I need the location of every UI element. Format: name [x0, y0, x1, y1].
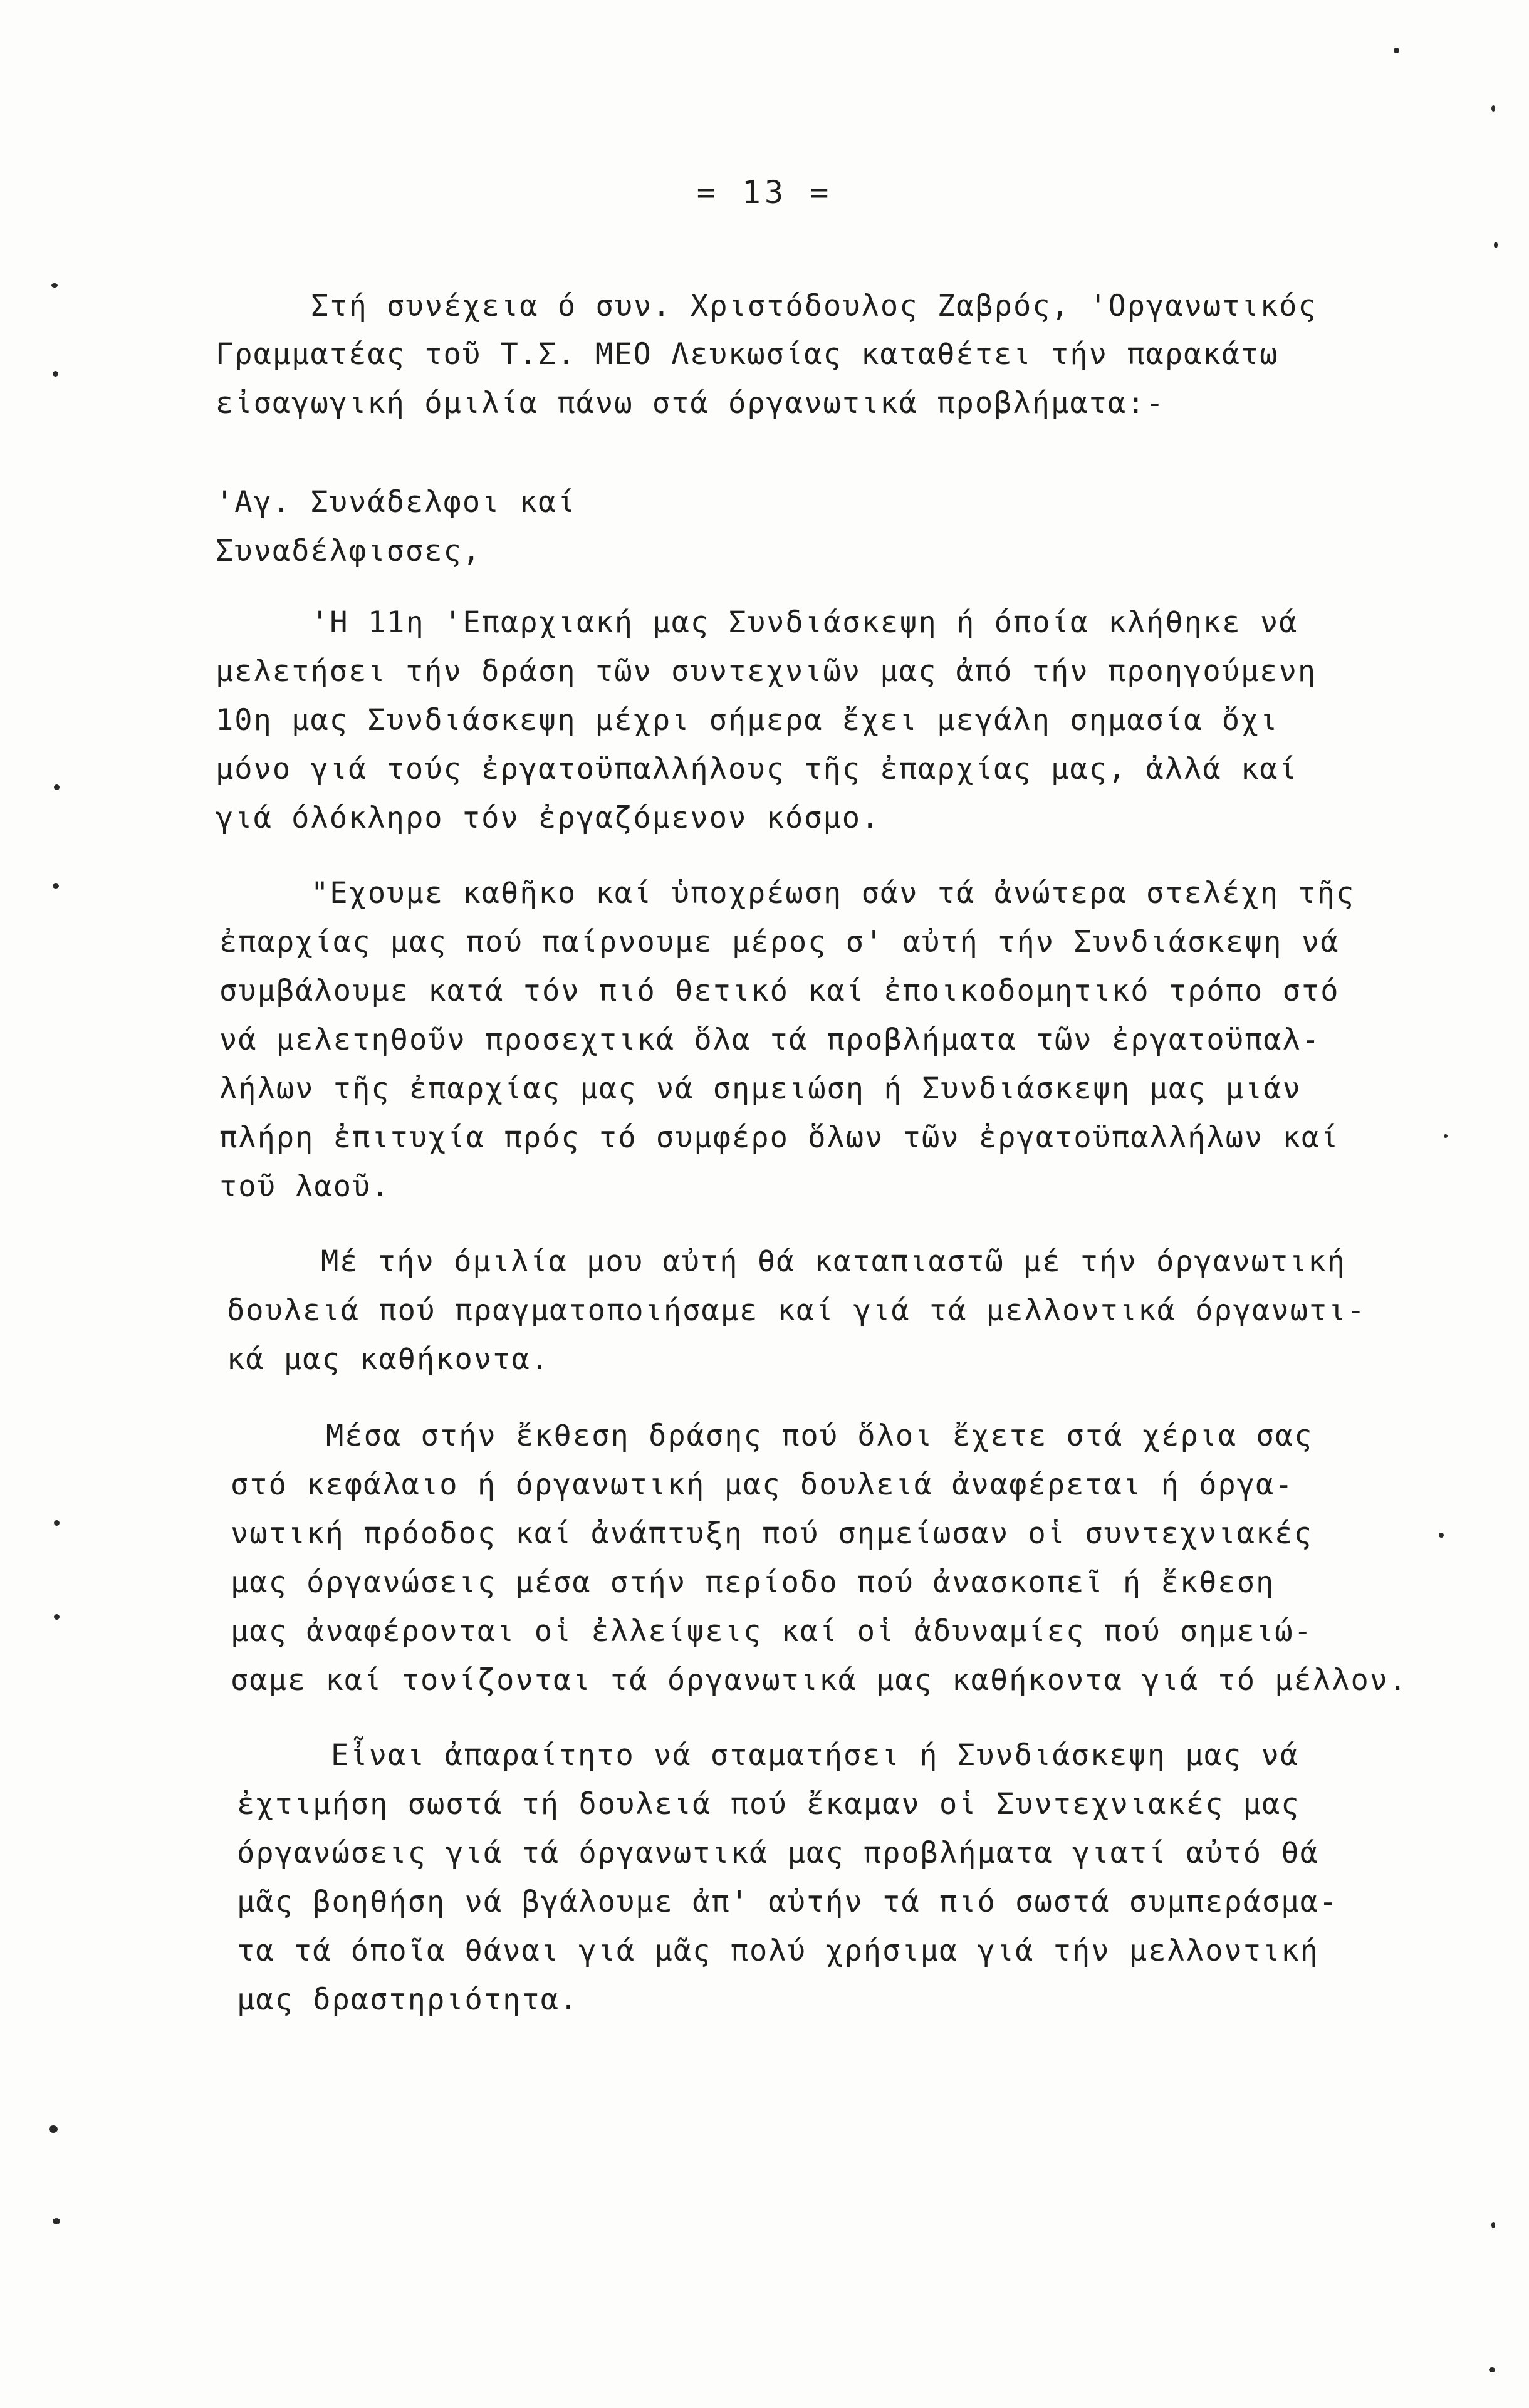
paragraph-2-line-6: πλήρη ἐπιτυχία πρός τό συμφέρο ὅλων τῶν ἐργατοϋπαλλήλων καί: [219, 1120, 1340, 1155]
paragraph-5-line-3: όργανώσεις γιά τά όργανωτικά μας προβλήματα γιατί αὐτό θά: [237, 1836, 1319, 1870]
paragraph-3-line-1: Μέ τήν όμιλία μου αὐτή θά καταπιαστῶ μέ τήν όργανωτική: [321, 1244, 1347, 1279]
paragraph-4-line-2: στό κεφάλαιο ή όργανωτική μας δουλειά ἀναφέρεται ή όργα-: [231, 1467, 1294, 1502]
intro-line-3: εἰσαγωγική όμιλία πάνω στά όργανωτικά προβλήματα:-: [216, 386, 1165, 420]
scan-speck: [53, 371, 58, 377]
page-number: = 13 =: [696, 174, 833, 211]
paragraph-2-line-3: συμβάλουμε κατά τόν πιό θετικό καί ἐποικοδομητικό τρόπο στό: [219, 974, 1340, 1008]
scan-speck: [49, 2125, 58, 2133]
paragraph-2-line-2: ἐπαρχίας μας πού παίρνουμε μέρος σ' αὐτή τήν Συνδιάσκεψη νά: [219, 925, 1340, 959]
paragraph-5-line-2: ἐχτιμήση σωστά τή δουλειά πού ἔκαμαν οἱ Συντεχνιακές μας: [237, 1787, 1300, 1822]
scan-speck: [54, 784, 60, 790]
salutation-line-2: Συναδέλφισσες,: [216, 534, 482, 568]
paragraph-5-line-6: μας δραστηριότητα.: [237, 1983, 579, 2017]
paragraph-2-line-4: νά μελετηθοῦν προσεχτικά ὅλα τά προβλήματα τῶν ἐργατοϋπαλ-: [219, 1023, 1321, 1057]
paragraph-1-line-4: μόνο γιά τούς ἐργατοϋπαλλήλους τῆς ἐπαρχίας μας, ἀλλά καί: [216, 752, 1298, 786]
paragraph-4-line-3: νωτική πρόοδος καί ἀνάπτυξη πού σημείωσαν οἱ συντεχνιακές: [231, 1516, 1313, 1551]
paragraph-3-line-3: κά μας καθήκοντα.: [227, 1342, 550, 1377]
paragraph-1-line-3: 10η μας Συνδιάσκεψη μέχρι σήμερα ἔχει μεγάλη σημασία ὄχι: [216, 703, 1279, 738]
scan-speck: [1394, 48, 1399, 53]
scan-speck: [1444, 1134, 1448, 1138]
scan-speck: [54, 1520, 60, 1526]
paragraph-2-line-7: τοῦ λαοῦ.: [219, 1169, 390, 1204]
paragraph-4-line-6: σαμε καί τονίζονται τά όργανωτικά μας καθήκοντα γιά τό μέλλον.: [231, 1663, 1408, 1697]
paragraph-1-line-2: μελετήσει τήν δράση τῶν συντεχνιῶν μας ἀπό τήν προηγούμενη: [216, 654, 1317, 689]
paragraph-1-line-1: 'Η 11η 'Επαρχιακή μας Συνδιάσκεψη ή όποία κλήθηκε νά: [311, 605, 1298, 640]
scan-speck: [1491, 105, 1495, 112]
scan-speck: [1494, 242, 1498, 248]
intro-line-2: Γραμματέας τοῦ Τ.Σ. ΜΕΟ Λευκωσίας καταθέτει τήν παρακάτω: [216, 337, 1279, 372]
scan-speck: [53, 883, 59, 889]
scan-speck: [51, 283, 58, 288]
scan-speck: [1439, 1533, 1444, 1538]
paragraph-5-line-5: τα τά όποῖα θάναι γιά μᾶς πολύ χρήσιμα γιά τήν μελλοντική: [237, 1934, 1319, 1968]
scan-speck: [54, 1614, 60, 1620]
paragraph-4-line-5: μας ἀναφέρονται οἱ ἐλλείψεις καί οἱ ἀδυναμίες πού σημειώ-: [231, 1614, 1313, 1649]
paragraph-3-line-2: δουλειά πού πραγματοποιήσαμε καί γιά τά μελλοντικά όργανωτι-: [227, 1293, 1366, 1328]
intro-line-1: Στή συνέχεια ό συν. Χριστόδουλος Ζαβρός, 'Οργανωτικός: [311, 289, 1317, 323]
scan-speck: [53, 2218, 60, 2224]
paragraph-1-line-5: γιά όλόκληρο τόν ἐργαζόμενον κόσμο.: [216, 801, 880, 835]
salutation-line-1: 'Αγ. Συνάδελφοι καί: [216, 485, 577, 519]
paragraph-2-line-5: λήλων τῆς ἐπαρχίας μας νά σημειώση ή Συνδιάσκεψη μας μιάν: [219, 1071, 1302, 1106]
paragraph-5-line-4: μᾶς βοηθήση νά βγάλουμε ἀπ' αὐτήν τά πιό σωστά συμπεράσμα-: [237, 1885, 1339, 1919]
paragraph-5-line-1: Εἶναι ἀπαραίτητο νά σταματήσει ή Συνδιάσκεψη μας νά: [331, 1738, 1300, 1773]
paragraph-2-line-1: "Εχουμε καθῆκο καί ὑποχρέωση σάν τά ἀνώτερα στελέχη τῆς: [311, 876, 1355, 910]
paragraph-4-line-1: Μέσα στήν ἔκθεση δράσης πού ὅλοι ἔχετε στά χέρια σας: [326, 1419, 1313, 1453]
scan-speck: [1491, 2222, 1495, 2228]
paragraph-4-line-4: μας όργανώσεις μέσα στήν περίοδο πού ἀνασκοπεῖ ή ἔκθεση: [231, 1565, 1275, 1600]
scan-speck: [1489, 2367, 1495, 2372]
